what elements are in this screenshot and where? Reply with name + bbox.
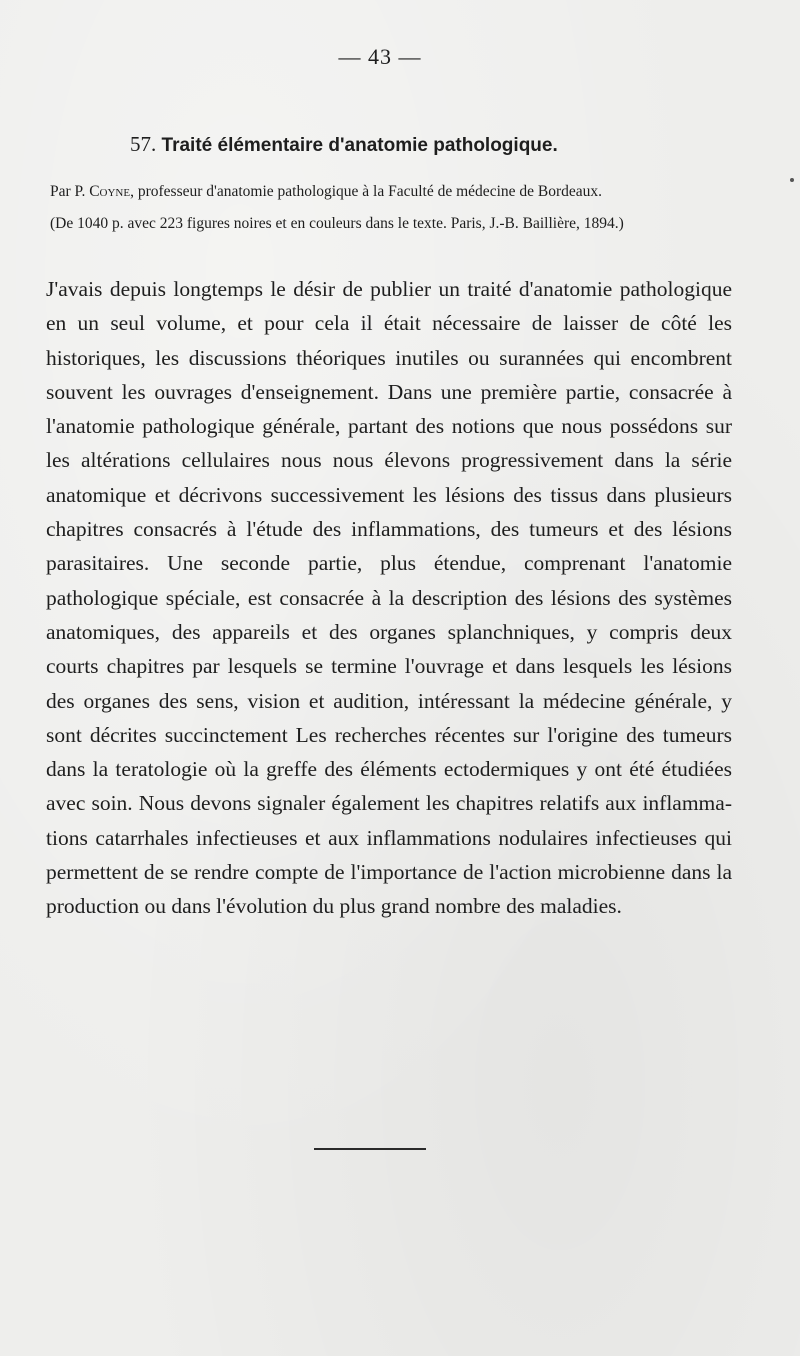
byline-prefix: Par P. — [50, 183, 90, 200]
author-name: Coyne — [89, 183, 131, 200]
page-number: — 43 — — [338, 44, 422, 69]
entry-number: 57. — [130, 132, 157, 156]
entry-body-paragraph: J'avais depuis longtemps le désir de publier un traité d'anatomie pathologique en un seul volume, et pour cela il était nécessaire de laisser de côté les historiques, les discussions théoriques inutiles ou surannées qui encombrent souvent les ouvrages d'enseignement. Dans une première partie, consacrée à l'anatomie pathologique générale, partant des notions que nous possédons sur les altérations cellulaires nous nous élevons progressivement dans la série anatomique et décrivons successivement les lésions des tissus dans plusieurs chapitres consacrés à l'étude des inflammations, des tumeurs et des lésions parasitaires. Une seconde partie, plus étendue, comprenant l'anatomie pathologique spéciale, est consacrée à la description des lésions des systèmes anatomiques, des appareils et des organes splanchniques, y compris deux courts chapitres par lesquels se termine l'ouvrage et dans lesquels les lésions des organes des sens, vision et audition, intéressant la médecine générale, y sont décrites succinctement Les recherches récentes sur l'origine des tumeurs dans la teratologie où la greffe des éléments ectodermiques y ont été étudiées avec soin. Nous devons signaler également les chapitres relatifs aux inflammations catarrhales infectieuses et aux inflammations nodulaires infectieuses qui permettent de se rendre compte de l'importance de l'action microbienne dans la production ou dans l'évolution du plus grand nombre des maladies. — [46, 277, 732, 919]
byline-affiliation: , professeur d'anatomie pathologique à la Faculté de médecine de Bordeaux. — [130, 183, 603, 200]
entry-byline — [50, 183, 750, 201]
section-divider-rule — [314, 1148, 426, 1150]
scan-speck — [790, 178, 794, 182]
entry-title: Traité élémentaire d'anatomie pathologique. — [161, 135, 558, 156]
publication-details: (De 1040 p. avec 223 figures noires et en couleurs dans le texte. Paris, J.-B. Baillière, 1894.) — [50, 215, 624, 232]
entry-heading — [130, 132, 558, 157]
